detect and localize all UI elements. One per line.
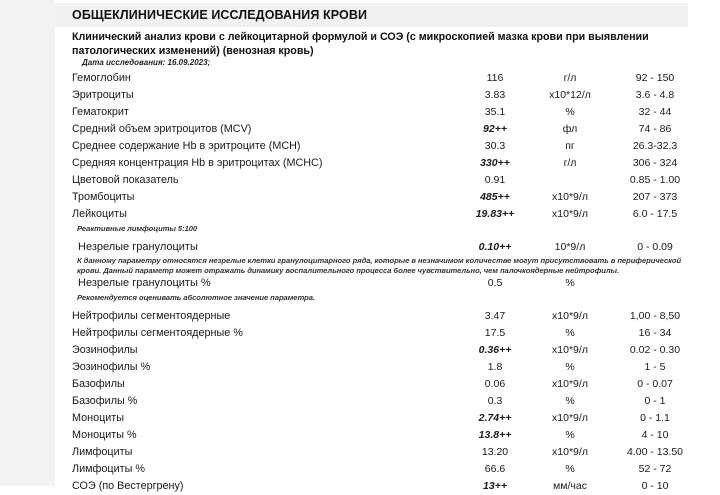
parameter-unit: 10*9/л	[554, 241, 586, 253]
parameter-value: 0.91	[484, 174, 506, 186]
parameter-range: 1 - 5	[644, 361, 666, 373]
parameter-name: Эозинофилы %	[72, 361, 151, 373]
note-absolute-value: Рекомендуется оценивать абсолютное значение параметра.	[77, 293, 315, 302]
parameter-range: 4 - 10	[641, 429, 669, 441]
parameter-unit: мм/час	[553, 480, 587, 492]
table-row	[55, 104, 720, 121]
parameter-unit: фл	[562, 123, 578, 135]
table-row	[55, 461, 720, 478]
parameter-unit: x10*9/л	[552, 344, 588, 356]
parameter-unit: г/л	[563, 72, 577, 84]
parameter-value: 1.8	[487, 361, 503, 373]
table-row	[55, 376, 720, 393]
parameter-value: 13.20	[481, 446, 509, 458]
parameter-range: 74 - 86	[638, 123, 672, 135]
report-subtitle: Клинический анализ крови с лейкоцитарной формулой и СОЭ (с микроскопией мазка крови при выявлении патологических изменений) (венозная кровь)	[72, 31, 649, 57]
parameter-value: 19.83++	[475, 208, 515, 220]
parameter-value: 0.5	[487, 277, 503, 289]
parameter-name: Среднее содержание Hb в эритроците (MCH)	[72, 140, 301, 152]
parameter-value: 13++	[483, 480, 507, 492]
parameter-range: 4.00 - 13.50	[626, 446, 684, 458]
parameter-name: Базофилы %	[72, 395, 138, 407]
parameter-name: Моноциты %	[72, 429, 137, 441]
parameter-value: 66.6	[484, 463, 506, 475]
parameter-name: Гематокрит	[72, 106, 129, 118]
table-row	[55, 359, 720, 376]
parameter-value: 17.5	[484, 327, 506, 339]
parameter-range: 207 - 373	[632, 191, 678, 203]
parameter-unit: x10*9/л	[552, 412, 588, 424]
parameter-unit: %	[565, 463, 575, 475]
note-immature-granulocytes: К данному параметру относятся незрелые клетки гранулоцитарного ряда, которые в незначимом количестве могут присутствовать в периферической крови. Данный параметр может отражать динамику воспалительного процесса более чувствительно, чем палочкоядерные нейтрофилы.	[77, 256, 682, 275]
parameter-range: 16 - 34	[638, 327, 672, 339]
parameter-range: 0.02 - 0.30	[629, 344, 681, 356]
parameter-range: 52 - 72	[638, 463, 672, 475]
parameter-range: 1,00 - 8,50	[629, 310, 681, 322]
table-row	[55, 275, 720, 292]
parameter-value: 485++	[480, 191, 510, 203]
parameter-name: Незрелые гранулоциты	[78, 241, 198, 253]
parameter-name: Лимфоциты	[72, 446, 133, 458]
table-row	[55, 342, 720, 359]
table-row	[55, 444, 720, 461]
parameter-unit: %	[565, 395, 575, 407]
parameter-value: 2.74++	[478, 412, 512, 424]
table-row	[55, 87, 720, 104]
parameter-name: СОЭ (по Вестергрену)	[72, 480, 184, 492]
table-row	[55, 427, 720, 444]
parameter-unit: %	[565, 106, 575, 118]
results-group-primary	[55, 70, 720, 223]
parameter-range: 0 - 0.09	[637, 241, 673, 253]
parameter-unit: %	[565, 429, 575, 441]
parameter-range: 306 - 324	[632, 157, 678, 169]
table-row	[55, 410, 720, 427]
parameter-value: 116	[486, 72, 504, 84]
parameter-name: Средняя концентрация Hb в эритроцитах (MCHC)	[72, 157, 323, 169]
parameter-unit: г/л	[563, 157, 577, 169]
parameter-range: 0 - 10	[641, 480, 669, 492]
table-row	[55, 155, 720, 172]
study-date: Дата исследования: 16.09.2023;	[82, 58, 211, 67]
parameter-unit: %	[565, 327, 575, 339]
parameter-name: Цветовой показатель	[72, 174, 179, 186]
parameter-name: Эритроциты	[72, 89, 134, 101]
table-row	[55, 138, 720, 155]
parameter-value: 330++	[480, 157, 510, 169]
parameter-unit: x10*9/л	[552, 208, 588, 220]
parameter-unit: пг	[565, 140, 575, 152]
parameter-value: 0.06	[484, 378, 506, 390]
parameter-value: 0.3	[487, 395, 503, 407]
parameter-range: 3.6 - 4.8	[635, 89, 675, 101]
parameter-name: Лимфоциты %	[72, 463, 145, 475]
parameter-name: Лейкоциты	[72, 208, 127, 220]
parameter-name: Моноциты	[72, 412, 125, 424]
parameter-unit: x10*9/л	[552, 378, 588, 390]
parameter-unit: x10*12/л	[549, 89, 591, 101]
table-row	[55, 478, 720, 495]
parameter-unit: x10*9/л	[552, 191, 588, 203]
page-title: ОБЩЕКЛИНИЧЕСКИЕ ИССЛЕДОВАНИЯ КРОВИ	[72, 8, 368, 22]
parameter-name: Гемоглобин	[72, 72, 131, 84]
table-row	[55, 206, 720, 223]
parameter-unit: %	[565, 277, 575, 289]
parameter-range: 0.85 - 1.00	[629, 174, 681, 186]
parameter-range: 92 - 150	[635, 72, 675, 84]
parameter-range: 0 - 1	[644, 395, 666, 407]
parameter-range: 32 - 44	[638, 106, 672, 118]
parameter-unit: x10*9/л	[552, 310, 588, 322]
parameter-range: 0 - 1.1	[640, 412, 670, 424]
parameter-range: 26.3-32.3	[632, 140, 678, 152]
parameter-name: Средний объем эритроцитов (MCV)	[72, 123, 252, 135]
table-row	[55, 393, 720, 410]
parameter-value: 30.3	[484, 140, 506, 152]
parameter-value: 3.83	[484, 89, 506, 101]
table-row	[55, 308, 720, 325]
parameter-name: Базофилы	[72, 378, 125, 390]
parameter-name: Эозинофилы	[72, 344, 138, 356]
table-row	[55, 70, 720, 87]
note-reactive-lymphocytes: Реактивные лимфоциты 5:100	[77, 224, 198, 233]
parameter-range: 6.0 - 17.5	[632, 208, 678, 220]
parameter-value: 92++	[483, 123, 507, 135]
table-row	[55, 172, 720, 189]
parameter-name: Нейтрофилы сегментоядерные	[72, 310, 231, 322]
results-group-differential	[55, 308, 720, 495]
table-row	[55, 121, 720, 138]
parameter-name: Незрелые гранулоциты %	[78, 277, 211, 289]
parameter-name: Нейтрофилы сегментоядерные %	[72, 327, 243, 339]
table-row	[55, 189, 720, 206]
left-gutter	[0, 0, 55, 486]
parameter-value: 0.10++	[478, 241, 512, 253]
parameter-name: Тромбоциты	[72, 191, 135, 203]
parameter-unit: x10*9/л	[552, 446, 588, 458]
parameter-unit: %	[565, 361, 575, 373]
parameter-value: 13.8++	[478, 429, 512, 441]
table-row	[55, 239, 720, 256]
results-table	[55, 70, 720, 495]
parameter-value: 0.36++	[478, 344, 512, 356]
parameter-range: 0 - 0.07	[637, 378, 673, 390]
report-content	[55, 0, 720, 492]
table-row	[55, 325, 720, 342]
parameter-value: 3.47	[484, 310, 506, 322]
parameter-value: 35.1	[484, 106, 506, 118]
